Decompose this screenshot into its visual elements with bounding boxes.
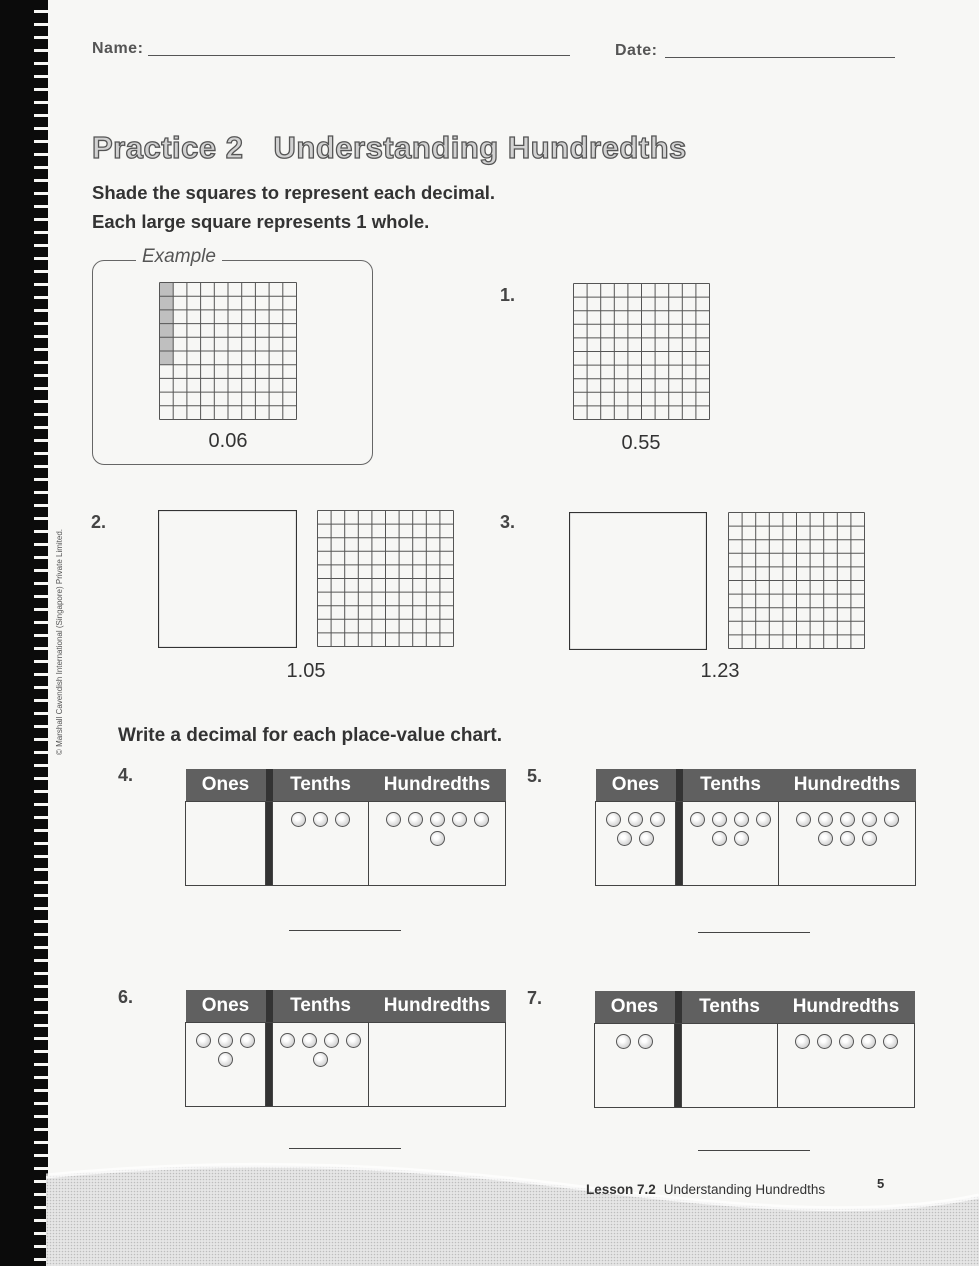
- header-tenths: Tenths: [682, 991, 778, 1024]
- counter-dot: [324, 1033, 339, 1048]
- header-hundredths: Hundredths: [369, 769, 506, 802]
- counter-dot: [862, 831, 877, 846]
- shaded-cell: [160, 337, 174, 351]
- practice-label: Practice 2: [92, 130, 244, 165]
- problem-2-value: 1.05: [286, 660, 326, 682]
- counter-dot: [884, 812, 899, 827]
- problem-2-number: 2.: [91, 512, 107, 532]
- name-field[interactable]: [148, 55, 570, 56]
- answer-blank-4[interactable]: [289, 930, 401, 931]
- problem-2-grid[interactable]: [317, 510, 454, 647]
- page-title: [92, 130, 687, 166]
- counter-dot: [796, 812, 811, 827]
- decimal-separator: [675, 991, 682, 1024]
- ones-cell: [596, 802, 676, 886]
- decimal-separator-bar: [266, 802, 273, 886]
- counter-dot: [818, 812, 833, 827]
- example-value: 0.06: [208, 430, 248, 452]
- counter-dot: [218, 1052, 233, 1067]
- ones-cell: [186, 1023, 266, 1107]
- problem-1-number: 1.: [500, 285, 516, 305]
- counter-dot: [840, 831, 855, 846]
- shaded-cell: [160, 351, 174, 365]
- counter-dot: [313, 812, 328, 827]
- decimal-separator: [266, 990, 273, 1023]
- decimal-separator-bar: [676, 802, 683, 886]
- counter-dot: [313, 1052, 328, 1067]
- counter-dot: [474, 812, 489, 827]
- instructions: [92, 178, 495, 236]
- counter-dot: [302, 1033, 317, 1048]
- tenths-cell: [683, 802, 779, 886]
- hundredths-cell: [369, 802, 506, 886]
- ones-cell: [595, 1024, 675, 1108]
- counter-dot: [839, 1034, 854, 1049]
- page-number: 5: [877, 1176, 885, 1191]
- header-ones: Ones: [186, 990, 266, 1023]
- counter-dot: [818, 831, 833, 846]
- problem-7-number: 7.: [527, 988, 543, 1008]
- counter-dot: [628, 812, 643, 827]
- counter-dot: [861, 1034, 876, 1049]
- header-tenths: Tenths: [273, 769, 369, 802]
- decimal-separator-bar: [675, 1024, 682, 1108]
- footer-lesson: [586, 1182, 825, 1197]
- counter-dot: [795, 1034, 810, 1049]
- counter-dot: [280, 1033, 295, 1048]
- hundredths-cell: [369, 1023, 506, 1107]
- place-value-chart-7: [594, 991, 915, 1108]
- tenths-cell: [273, 1023, 369, 1107]
- example-grid: [159, 282, 297, 420]
- decimal-separator-bar: [266, 1023, 273, 1107]
- counter-dot: [291, 812, 306, 827]
- counter-dot: [452, 812, 467, 827]
- counter-dot: [734, 812, 749, 827]
- copyright-notice: © Marshall Cavendish International (Singapore) Private Limited.: [55, 528, 64, 755]
- counter-dot: [840, 812, 855, 827]
- header-ones: Ones: [596, 769, 676, 802]
- counter-dot: [606, 812, 621, 827]
- shaded-cell: [160, 310, 174, 324]
- answer-blank-5[interactable]: [698, 932, 810, 933]
- counter-dot: [617, 831, 632, 846]
- counter-dot: [712, 812, 727, 827]
- footer-wave: [46, 1136, 979, 1266]
- place-value-chart-6: [185, 990, 506, 1107]
- counter-dot: [650, 812, 665, 827]
- instruction-line-2: Each large square represents 1 whole.: [92, 211, 430, 232]
- shaded-cell: [160, 324, 174, 338]
- problem-3-number: 3.: [500, 512, 516, 532]
- counter-dot: [690, 812, 705, 827]
- scan-edge-notches: [34, 0, 48, 1266]
- counter-dot: [756, 812, 771, 827]
- decimal-separator: [676, 769, 683, 802]
- counter-dot: [817, 1034, 832, 1049]
- counter-dot: [862, 812, 877, 827]
- header-ones: Ones: [595, 991, 675, 1024]
- header-ones: Ones: [186, 769, 266, 802]
- counter-dot: [240, 1033, 255, 1048]
- counter-dot: [218, 1033, 233, 1048]
- hundredths-cell: [778, 1024, 915, 1108]
- problem-1-value: 0.55: [621, 432, 661, 454]
- counter-dot: [638, 1034, 653, 1049]
- hundredths-cell: [779, 802, 916, 886]
- counter-dot: [335, 812, 350, 827]
- counter-dot: [712, 831, 727, 846]
- header-tenths: Tenths: [273, 990, 369, 1023]
- date-label: Date:: [615, 42, 658, 59]
- ones-cell: [186, 802, 266, 886]
- place-value-chart-4: [185, 769, 506, 886]
- counter-dot: [386, 812, 401, 827]
- problem-3-value: 1.23: [700, 660, 740, 682]
- header-hundredths: Hundredths: [779, 769, 916, 802]
- counter-dot: [883, 1034, 898, 1049]
- header-hundredths: Hundredths: [369, 990, 506, 1023]
- problem-2-whole-square[interactable]: [158, 510, 297, 648]
- shaded-cell: [160, 296, 174, 310]
- header-tenths: Tenths: [683, 769, 779, 802]
- instruction-line-1: Shade the squares to represent each decimal.: [92, 182, 496, 203]
- header-hundredths: Hundredths: [778, 991, 915, 1024]
- place-value-chart-5: [595, 769, 916, 886]
- counter-dot: [616, 1034, 631, 1049]
- problem-3-whole-square[interactable]: [569, 512, 707, 650]
- counter-dot: [734, 831, 749, 846]
- problem-3-grid[interactable]: [728, 512, 865, 649]
- counter-dot: [430, 831, 445, 846]
- problem-6-number: 6.: [118, 987, 134, 1007]
- counter-dot: [639, 831, 654, 846]
- lesson-title: Understanding Hundredths: [663, 1182, 826, 1197]
- counter-dot: [430, 812, 445, 827]
- counter-dot: [196, 1033, 211, 1048]
- date-field[interactable]: [665, 57, 895, 58]
- shaded-cell: [160, 283, 174, 297]
- tenths-cell: [273, 802, 369, 886]
- counter-dot: [408, 812, 423, 827]
- name-label: Name:: [92, 40, 144, 57]
- decimal-separator: [266, 769, 273, 802]
- example-label: Example: [136, 246, 222, 268]
- counter-dot: [346, 1033, 361, 1048]
- tenths-cell: [682, 1024, 778, 1108]
- problem-4-number: 4.: [118, 765, 134, 785]
- lesson-number: Lesson 7.2: [586, 1182, 656, 1197]
- problem-5-number: 5.: [527, 766, 543, 786]
- place-value-instructions: Write a decimal for each place-value chart.: [118, 725, 503, 746]
- problem-1-grid[interactable]: [573, 283, 710, 420]
- topic-title: Understanding Hundredths: [273, 130, 687, 165]
